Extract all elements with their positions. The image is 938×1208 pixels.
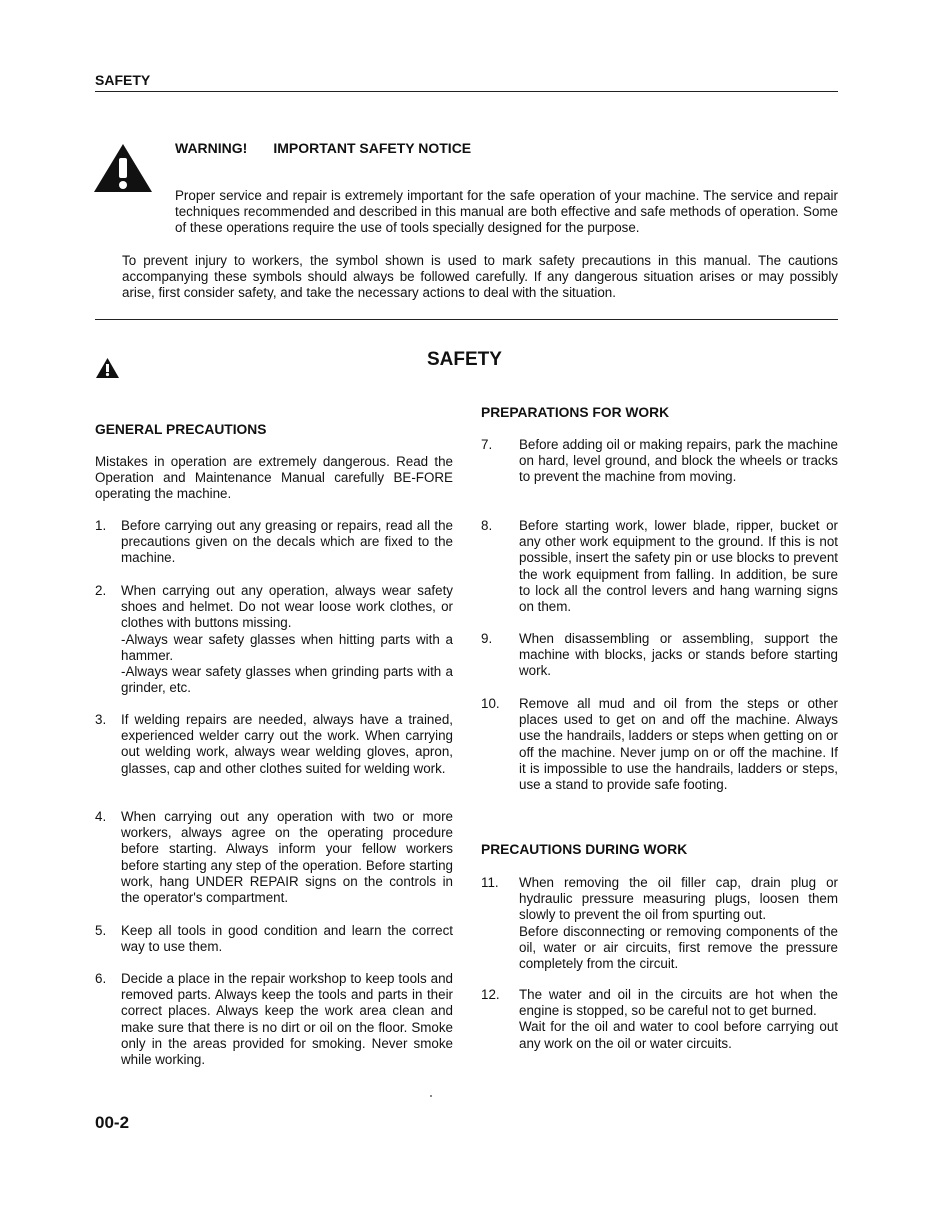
warning-label: WARNING! — [175, 140, 248, 156]
scan-speck — [430, 1095, 432, 1097]
warning-paragraph-1: Proper service and repair is extremely important for the safe operation of your machine. The service and repair techniques recommended and described in this manual are both effective and safe methods of operation. Some of these operations require the use of tools specially designed for the purpose. — [175, 188, 838, 236]
item-number: 3. — [95, 712, 107, 727]
item-text: Before starting work, lower blade, ripper, bucket or any other work equipment to the ground. If this is not possible, insert the safety pin or use blocks to prevent the work equipment from falling. In addition, be sure to lock all the control levers and hang warning signs on them. — [519, 518, 838, 615]
item-number: 2. — [95, 583, 107, 598]
list-item-9 — [481, 631, 838, 680]
list-item-1 — [95, 518, 453, 567]
item-text: The water and oil in the circuits are hot when the engine is stopped, so be careful not to get burned. — [519, 987, 838, 1019]
list-item-2 — [95, 583, 453, 696]
list-item-12 — [481, 987, 838, 1052]
warning-paragraph-2: To prevent injury to workers, the symbol shown is used to mark safety precautions in this manual. The cautions accompanying these symbols should always be followed carefully. If any dangerous situation arises or may possibly arise, first consider safety, and take the necessary actions to deal with the situation. — [122, 253, 838, 301]
section-title: SAFETY — [427, 349, 502, 370]
item-number: 4. — [95, 809, 107, 824]
item-number: 10. — [481, 696, 500, 711]
general-precautions-heading: GENERAL PRECAUTIONS — [95, 422, 267, 437]
list-item-6 — [95, 971, 453, 1068]
preparations-heading: PREPARATIONS FOR WORK — [481, 405, 670, 420]
item-text: Keep all tools in good condition and learn the correct way to use them. — [121, 923, 453, 955]
item-number: 1. — [95, 518, 107, 533]
item-text: When carrying out any operation with two or more workers, always agree on the operating procedure before starting. Always inform your fellow workers before starting any step of the operation. Before starting work, hang UNDER REPAIR signs on the controls in the operator's compartment. — [121, 809, 453, 906]
item-number: 9. — [481, 631, 493, 646]
item-text: Before disconnecting or removing components of the oil, water or air circuits, first remove the pressure completely from the circuit. — [519, 923, 838, 972]
list-item-8 — [481, 518, 838, 615]
item-text: Wait for the oil and water to cool before carrying out any work on the oil or water circuits. — [519, 1019, 838, 1051]
warning-title: IMPORTANT SAFETY NOTICE — [273, 140, 472, 156]
item-text: -Always wear safety glasses when hitting parts with a hammer. — [121, 631, 453, 663]
item-text: When removing the oil filler cap, drain plug or hydraulic pressure measuring plugs, loosen them slowly to prevent the oil from spurting out. — [519, 875, 838, 923]
general-intro: Mistakes in operation are extremely dangerous. Read the Operation and Maintenance Manual carefully BE-FORE operating the machine. — [95, 454, 453, 502]
warning-rule — [95, 319, 838, 320]
page-number: 00-2 — [95, 1113, 130, 1132]
item-text: When carrying out any operation, always wear safety shoes and helmet. Do not wear loose work clothes, or clothes with buttons missing. — [121, 583, 453, 631]
running-header: SAFETY — [95, 72, 151, 88]
list-item-3 — [95, 712, 453, 777]
during-work-heading: PRECAUTIONS DURING WORK — [481, 842, 688, 857]
item-text: -Always wear safety glasses when grinding parts with a grinder, etc. — [121, 664, 453, 696]
list-item-4 — [95, 809, 453, 906]
item-number: 8. — [481, 518, 493, 533]
item-number: 12. — [481, 987, 500, 1002]
warning-triangle-icon — [92, 142, 154, 194]
header-rule — [95, 91, 838, 92]
item-text: Remove all mud and oil from the steps or other places used to get on and off the machine. Always use the handrails, ladders or steps when getting on or off the machine. Never jump on or off the machine. If it is impossible to use the handrails, ladders or steps, use a stand to provide safe footing. — [519, 696, 838, 793]
item-text: Decide a place in the repair workshop to keep tools and removed parts. Always keep the tools and parts in their correct places. Always keep the work area clean and make sure that there is no dirt or oil on the floor. Smoke only in the areas provided for smoking. Never smoke while working. — [121, 971, 453, 1068]
list-item-5 — [95, 923, 453, 955]
item-text: If welding repairs are needed, always have a trained, experienced welder carry out the work. When carrying out welding work, always wear welding gloves, apron, glasses, cap and other clothes suited for welding work. — [121, 712, 453, 776]
list-item-7 — [481, 437, 838, 486]
item-text: Before carrying out any greasing or repairs, read all the precautions given on the decals which are fixed to the machine. — [121, 518, 453, 566]
item-text: When disassembling or assembling, support the machine with blocks, jacks or stands before starting work. — [519, 631, 838, 679]
item-number: 11. — [481, 875, 499, 890]
warning-heading — [175, 140, 471, 156]
item-number: 7. — [481, 437, 493, 452]
list-item-11 — [481, 875, 838, 972]
item-text: Before adding oil or making repairs, park the machine on hard, level ground, and block the wheels or tracks to prevent the machine from moving. — [519, 437, 838, 485]
list-item-10 — [481, 696, 838, 793]
item-number: 5. — [95, 923, 107, 938]
safety-alert-icon — [95, 357, 120, 379]
item-number: 6. — [95, 971, 107, 986]
